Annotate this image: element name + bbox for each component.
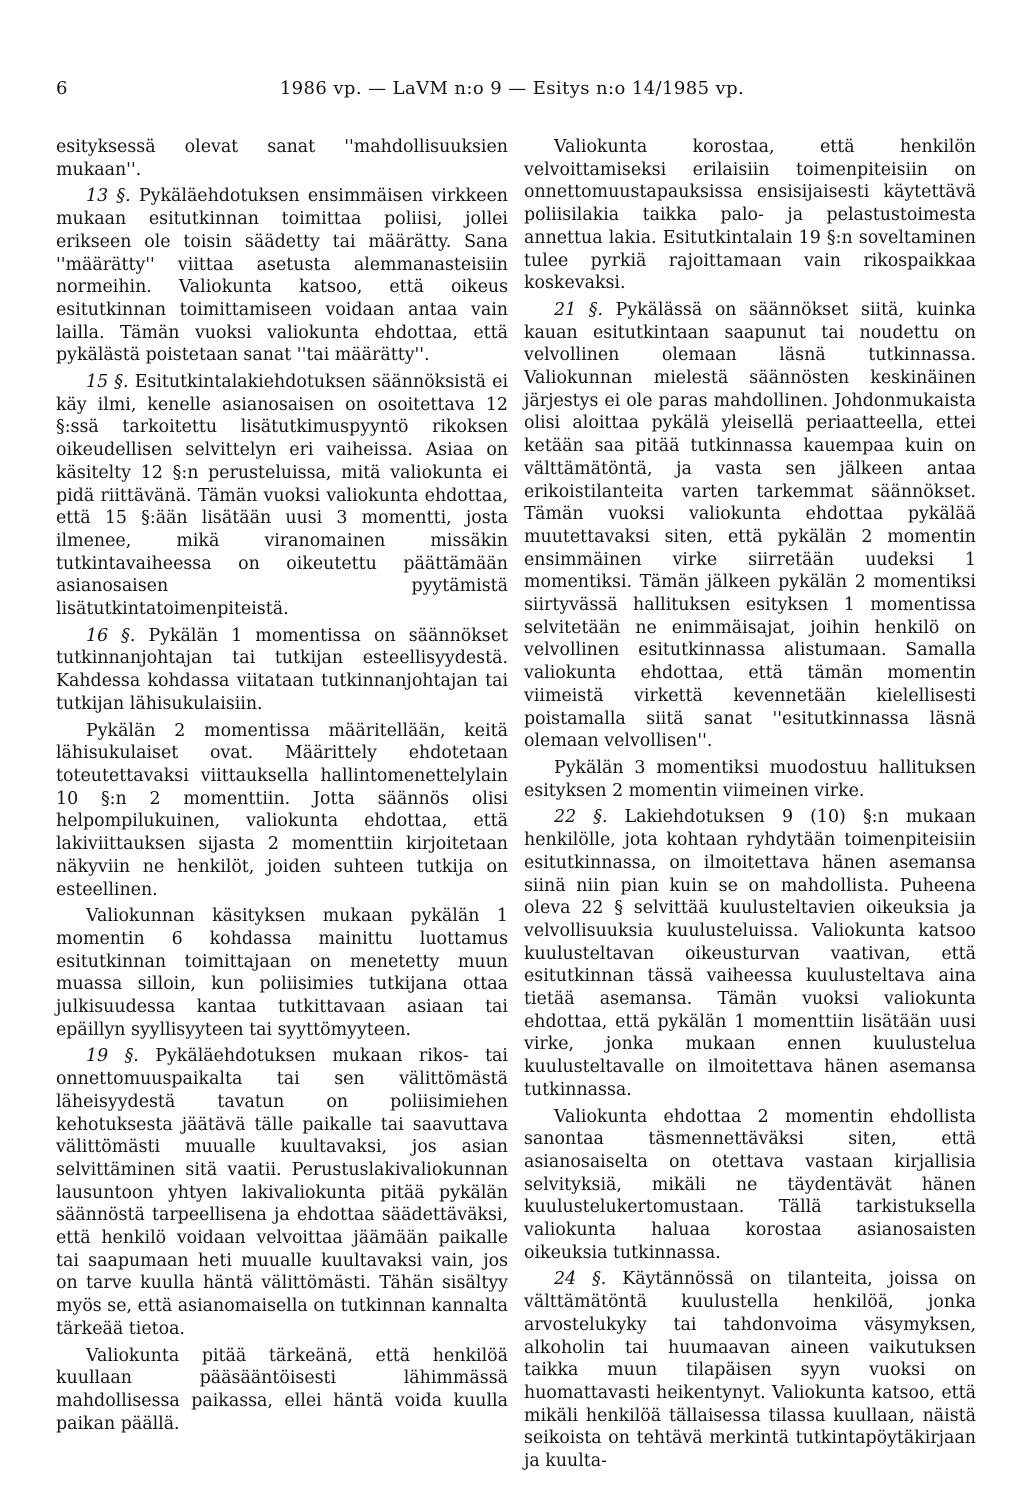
paragraph (524, 299, 976, 753)
section-number: 15 §. (86, 372, 129, 393)
left-column (56, 136, 508, 1439)
paragraph-text: Valiokunta ehdottaa 2 momentin ehdollista sanontaa täsmennettäväksi siten, että asianosaiselta on otettava vastaan kirjallisia selvityksiä, mikäli ne täydentävät hänen kuulustelukertomustaan. Tällä tarkistuksella valiokunta haluaa korostaa asianosaisten oikeuksia tutkinnassa. (524, 1106, 976, 1263)
paragraph (56, 1045, 508, 1340)
paragraph (56, 371, 508, 621)
paragraph (56, 625, 508, 716)
paragraph-text: esityksessä olevat sanat ''mahdollisuuksien mukaan''. (56, 137, 508, 180)
running-head: 1986 vp. — LaVM n:o 9 — Esitys n:o 14/1985 vp. (279, 78, 745, 99)
paragraph (56, 905, 508, 1041)
paragraph-text: Esitutkintalakiehdotuksen säännöksistä ei käy ilmi, kenelle asianosaisen on osoitettava 12 §:ssä tarkoitettu lisätutkimuspyyntö rikoksen oikeudellisen selvittelyn eri vaiheissa. Asiaa on käsitelty 12 §:n perusteluissa, mitä valiokunta ei pidä riittävänä. Tämän vuoksi valiokunta ehdottaa, että 15 §:ään lisätään uusi 3 momentti, josta ilmenee, mikä viranomainen missäkin tutkintavaiheessa on oikeutettu päättämään asianosaisen pyytämistä lisätutkintatoimenpiteistä. (56, 372, 508, 620)
section-number: 24 §. (554, 1269, 607, 1290)
paragraph (524, 1106, 976, 1265)
page-header (56, 78, 968, 104)
paragraph-text: Lakiehdotuksen 9 (10) §:n mukaan henkilölle, jota kohtaan ryhdytään toimenpiteisiin esitutkinnassa, on ilmoitettava hänen asemansa siinä niin pian kuin se on mahdollista. Puheena oleva 22 § selvittää kuulusteltavien oikeuksia ja velvollisuuksia kuulusteluissa. Valiokunta katsoo kuulusteltavan oikeusturvan vaativan, että esitutkinnan tässä vaiheessa kuulusteltava aina tietää asemansa. Tämän vuoksi valiokunta ehdottaa, että pykälän 1 momenttiin lisätään uusi virke, jonka mukaan ennen kuulustelua kuulusteltavalle on ilmoitettava hänen asemansa tutkinnassa. (524, 807, 976, 1100)
section-number: 21 §. (554, 299, 603, 320)
paragraph (524, 136, 976, 295)
paragraph (56, 136, 508, 181)
section-number: 13 §. (86, 186, 131, 207)
paragraph (524, 806, 976, 1101)
section-number: 16 §. (86, 625, 136, 646)
paragraph-text: Pykäläehdotuksen mukaan rikos- tai onnettomuuspaikalta tai sen välittömästä läheisyydestä tavatun on poliisimiehen kehotuksesta jäätävä tälle paikalle tai saavuttava välittömästi muualle kuultavaksi, jos asian selvittäminen sitä vaatii. Perustuslakivaliokunnan lausuntoon yhtyen lakivaliokunta pitää pykälän säännöstä tarpeellisena ja ehdottaa säädettäväksi, että henkilö voidaan velvoittaa jäämään paikalle tai saapumaan heti muualle kuultavaksi vain, jos on tarve kuulla häntä välittömästi. Tähän sisältyy myös se, että asianomaisella on tutkinnan kannalta tärkeää tietoa. (56, 1046, 508, 1339)
paragraph-text: Pykälässä on säännökset siitä, kuinka kauan esitutkintaan saapunut tai noudettu on velvollinen olemaan läsnä tutkinnassa. Valiokunnan mielestä säännösten keskinäinen järjestys ei ole paras mahdollinen. Johdonmukaista olisi aloittaa pykälä yleisellä periaatteella, ettei ketään saa pitää tutkinnassa kauempaa kuin on välttämätöntä, ja vasta sen jälkeen antaa erikoistilanteita varten tarkemmat säännökset. Tämän vuoksi valiokunta ehdottaa pykälää muutettavaksi siten, että pykälän 2 momentin ensimmäinen virke siirretään uudeksi 1 momentiksi. Tämän jälkeen pykälän 2 momentiksi siirtyvässä hallituksen esityksen 1 momentissa selvitetään ne enimmäisajat, joihin henkilö on velvollinen esitutkinnassa alistumaan. Samalla valiokunta ehdottaa, että tämän momentin viimeistä virkettä kevennetään kielellisesti poistamalla siitä sanat ''esitutkinnassa läsnä olemaan velvollisen''. (524, 299, 976, 752)
paragraph-text: Valiokunta pitää tärkeänä, että henkilöä kuullaan pääsääntöisesti lähimmässä mahdollisessa paikassa, ellei häntä voida kuulla paikan päällä. (56, 1345, 508, 1434)
paragraph-text: Pykäläehdotuksen ensimmäisen virkkeen mukaan esitutkinnan toimittaa poliisi, jollei erikseen ole toisin säädetty tai määrätty. Sana ''määrätty'' viittaa asetusta alemmanasteisiin normeihin. Valiokunta katsoo, että oikeus esitutkinnan toimittamiseen voidaan antaa vain lailla. Tämän vuoksi valiokunta ehdottaa, että pykälästä poistetaan sanat ''tai määrätty''. (56, 186, 508, 366)
right-column (524, 136, 976, 1477)
page-number: 6 (56, 78, 68, 99)
paragraph (56, 185, 508, 367)
paragraph-text: Pykälän 1 momentissa on säännökset tutkinnanjohtajan tai tutkijan esteellisyydestä. Kahdessa kohdassa viitataan tutkinnanjohtajan tai tutkijan lähisukulaisiin. (56, 625, 508, 714)
paragraph (524, 757, 976, 802)
paragraph-text: Valiokunta korostaa, että henkilön velvoittamiseksi erilaisiin toimenpiteisiin on onnettomuustapauksissa ensisijaisesti käytettävä poliisilakia taikka palo- ja pelastustoimesta annettua lakia. Esitutkintalain 19 §:n soveltaminen tulee pyrkiä rajoittamaan vain rikospaikkaa koskevaksi. (524, 137, 976, 294)
paragraph (524, 1268, 976, 1472)
paragraph-text: Pykälän 2 momentissa määritellään, keitä lähisukulaiset ovat. Määrittely ehdotetaan toteutettavaksi viittauksella hallintomenettelylain 10 §:n 2 momenttiin. Jotta säännös olisi helpompilukuinen, valiokunta ehdottaa, että lakiviittauksen sijasta 2 momenttiin kirjoitetaan näkyviin ne henkilöt, joiden suhteen tutkija on esteellinen. (56, 720, 508, 900)
section-number: 22 §. (554, 807, 608, 828)
section-number: 19 §. (86, 1046, 139, 1067)
paragraph-text: Pykälän 3 momentiksi muodostuu hallituksen esityksen 2 momentin viimeinen virke. (524, 757, 976, 801)
paragraph-text: Valiokunnan käsityksen mukaan pykälän 1 momentin 6 kohdassa mainittu luottamus esitutkinnan toimittajaan on menetetty muun muassa silloin, kun poliisimies tutkijana ottaa julkisuudessa kantaa tutkittavaan asiaan tai epäillyn syyllisyyteen tai syyttömyyteen. (56, 906, 508, 1040)
paragraph (56, 1345, 508, 1436)
paragraph (56, 720, 508, 902)
paragraph-text: Käytännössä on tilanteita, joissa on välttämätöntä kuulustella henkilöä, jonka arvostelukyky tai tahdonvoima väsymyksen, alkoholin tai huumaavan aineen vaikutuksen taikka muun tilapäisen syyn vuoksi on huomattavasti heikentynyt. Valiokunta katsoo, että mikäli henkilöä tällaisessa tilassa kuullaan, näistä seikoista on tehtävä merkintä tutkintapöytäkirjaan ja kuulta- (524, 1269, 976, 1472)
